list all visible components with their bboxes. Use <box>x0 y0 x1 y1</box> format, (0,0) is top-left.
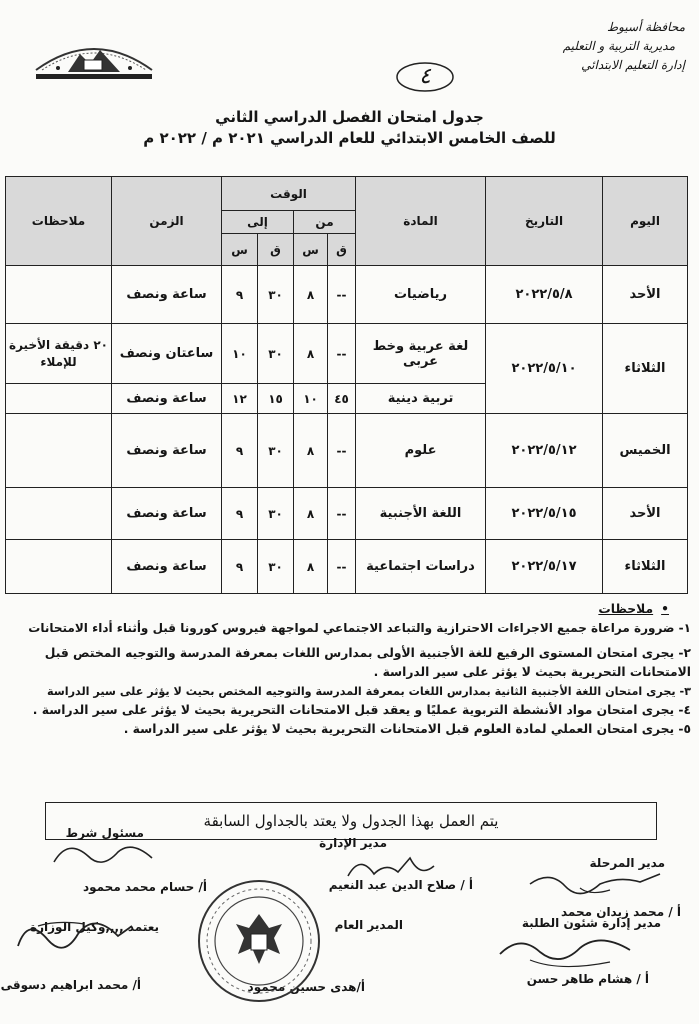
table-row <box>6 266 688 324</box>
schedule-title: جدول امتحان الفصل الدراسي الثاني <box>215 108 484 126</box>
officer-signature-icon <box>48 836 158 876</box>
issuer-header <box>435 18 685 75</box>
note-cell <box>6 266 112 324</box>
date-cell: ٢٠٢٢/٥/١٠ <box>486 324 603 414</box>
from-minutes-cell: -- <box>328 266 356 324</box>
admin-director-title: مدير الإدارة <box>319 836 387 850</box>
from-hours-cell: ٨ <box>294 540 328 594</box>
students-director-name: أ / هشام طاهر حسن <box>526 972 649 986</box>
header-from-minutes: ق <box>328 234 356 266</box>
header-line-directorate: مديرية التربية و التعليم <box>562 39 675 53</box>
day-cell: الأحد <box>603 488 688 540</box>
header-to-hours: س <box>222 234 258 266</box>
subject-cell: اللغة الأجنبية <box>356 488 486 540</box>
students-director-signature-icon <box>490 924 640 974</box>
to-minutes-cell: ٣٠ <box>258 324 294 384</box>
stage-director-title: مدير المرحلة <box>589 856 665 870</box>
validity-notice: يتم العمل بهذا الجدول ولا يعتد بالجداول السابقة <box>45 802 657 840</box>
to-minutes-cell: ٣٠ <box>258 266 294 324</box>
general-director-name: أ/هدى حسين محمود <box>247 980 365 994</box>
date-cell: ٢٠٢٢/٥/١٥ <box>486 488 603 540</box>
table-row <box>6 540 688 594</box>
schedule-subtitle: للصف الخامس الابتدائي للعام الدراسي ٢٠٢١ م / ٢٠٢٢ م <box>143 129 556 147</box>
deputy-minister-title: يعتمد ,,,,وكيل الوزارة <box>30 920 159 934</box>
header-date: التاريخ <box>486 177 603 266</box>
header-notes: ملاحظات <box>6 177 112 266</box>
duration-cell: ساعة ونصف <box>112 266 222 324</box>
deputy-minister-name: أ/ محمد ابراهيم دسوقى <box>0 978 141 992</box>
from-minutes-cell: -- <box>328 324 356 384</box>
date-cell: ٢٠٢٢/٥/١٧ <box>486 540 603 594</box>
duration-cell: ساعة ونصف <box>112 488 222 540</box>
students-director-title: مدير إدارة شئون الطلبة <box>521 916 661 930</box>
from-hours-cell: ٨ <box>294 324 328 384</box>
to-hours-cell: ٩ <box>222 540 258 594</box>
to-hours-cell: ٩ <box>222 488 258 540</box>
page-number: ٤ <box>419 64 431 89</box>
subject-cell: لغة عربية وخط عربى <box>356 324 486 384</box>
note-line-2b: الامتحانات التحريرية بحيث لا يؤثر على سير الدراسة . <box>373 665 691 679</box>
note-line-4: ٤- يجرى امتحان مواد الأنشطة التربوية عمليًا و يعقد قبل الامتحانات التحريرية بحيث لا يؤثر على سير الدراسة . <box>32 703 691 717</box>
note-cell: ٢٠ دقيقة الأخيرة للإملاء <box>6 324 112 384</box>
note-cell <box>6 488 112 540</box>
to-minutes-cell: ٣٠ <box>258 414 294 488</box>
to-minutes-cell: ١٥ <box>258 384 294 414</box>
header-line-administration: إدارة التعليم الابتدائي <box>581 58 685 72</box>
date-cell: ٢٠٢٢/٥/٨ <box>486 266 603 324</box>
from-hours-cell: ٨ <box>294 488 328 540</box>
note-line-5: ٥- يجرى امتحان العملي لمادة العلوم قبل الامتحانات التحريرية بحيث لا يؤثر على سير الدراسة . <box>123 722 691 736</box>
subject-cell: تربية دينية <box>356 384 486 414</box>
table-row <box>6 414 688 488</box>
note-line-1: ١- ضرورة مراعاة جميع الاجراءات الاحترازية والتباعد الاجتماعي لمواجهة فيروس كورونا قبل وأثناء أداء الامتحانات <box>28 621 691 635</box>
header-day: اليوم <box>603 177 688 266</box>
from-minutes-cell: ٤٥ <box>328 384 356 414</box>
table-row <box>6 488 688 540</box>
to-hours-cell: ٩ <box>222 266 258 324</box>
note-line-2: ٢- يجرى امتحان المستوى الرفيع للغة الأجنبية الأولى بمدارس اللغات بمعرفة المدرسة والتوجيه المختص قبل <box>44 646 691 660</box>
day-cell: الثلاثاء <box>603 540 688 594</box>
from-hours-cell: ٨ <box>294 266 328 324</box>
from-hours-cell: ٨ <box>294 414 328 488</box>
header-from-hours: س <box>294 234 328 266</box>
from-minutes-cell: -- <box>328 488 356 540</box>
notes-title: • ملاحظات <box>1 600 691 619</box>
to-hours-cell: ٩ <box>222 414 258 488</box>
day-cell: الأحد <box>603 266 688 324</box>
subject-cell: علوم <box>356 414 486 488</box>
header-subject: المادة <box>356 177 486 266</box>
header-from: من <box>294 211 356 234</box>
day-cell: الخميس <box>603 414 688 488</box>
page-number-circle <box>394 60 456 94</box>
notes-section <box>1 600 691 739</box>
to-minutes-cell: ٣٠ <box>258 488 294 540</box>
to-hours-cell: ١٢ <box>222 384 258 414</box>
duration-cell: ساعتان ونصف <box>112 324 222 384</box>
day-cell: الثلاثاء <box>603 324 688 414</box>
note-line-3: ٣- يجرى امتحان اللغة الأجنبية الثانية بمدارس اللغات بمعرفة المدرسة والتوجيه المختص بحيث لا يؤثر على سير الدراسة <box>46 685 691 698</box>
subject-cell: دراسات اجتماعية <box>356 540 486 594</box>
duration-cell: ساعة ونصف <box>112 540 222 594</box>
subject-cell: رياضيات <box>356 266 486 324</box>
deputy-minister-signature-icon <box>8 906 138 966</box>
officer-title: مسئول شرط <box>65 826 144 840</box>
note-cell <box>6 540 112 594</box>
official-stamp-icon <box>194 876 324 1006</box>
duration-cell: ساعة ونصف <box>112 414 222 488</box>
header-duration: الزمن <box>112 177 222 266</box>
stage-director-signature-icon <box>520 862 670 902</box>
admin-director-name: أ / صلاح الدين عبد النعيم <box>328 878 473 892</box>
from-minutes-cell: -- <box>328 540 356 594</box>
from-hours-cell: ١٠ <box>294 384 328 414</box>
header-to-minutes: ق <box>258 234 294 266</box>
officer-name: أ/ حسام محمد محمود <box>82 880 207 894</box>
stage-director-name: أ / محمد زيدان محمد <box>560 905 681 919</box>
header-time: الوقت <box>222 177 356 211</box>
note-cell <box>6 384 112 414</box>
table-row <box>6 324 688 384</box>
general-director-title: المدير العام <box>334 918 403 932</box>
from-minutes-cell: -- <box>328 414 356 488</box>
to-hours-cell: ١٠ <box>222 324 258 384</box>
header-line-governorate: محافظة أسيوط <box>607 20 685 34</box>
note-cell <box>6 414 112 488</box>
ministry-logo-icon <box>28 30 160 88</box>
duration-cell: ساعة ونصف <box>112 384 222 414</box>
date-cell: ٢٠٢٢/٥/١٢ <box>486 414 603 488</box>
to-minutes-cell: ٣٠ <box>258 540 294 594</box>
header-to: إلى <box>222 211 294 234</box>
exam-schedule-table <box>5 176 688 594</box>
